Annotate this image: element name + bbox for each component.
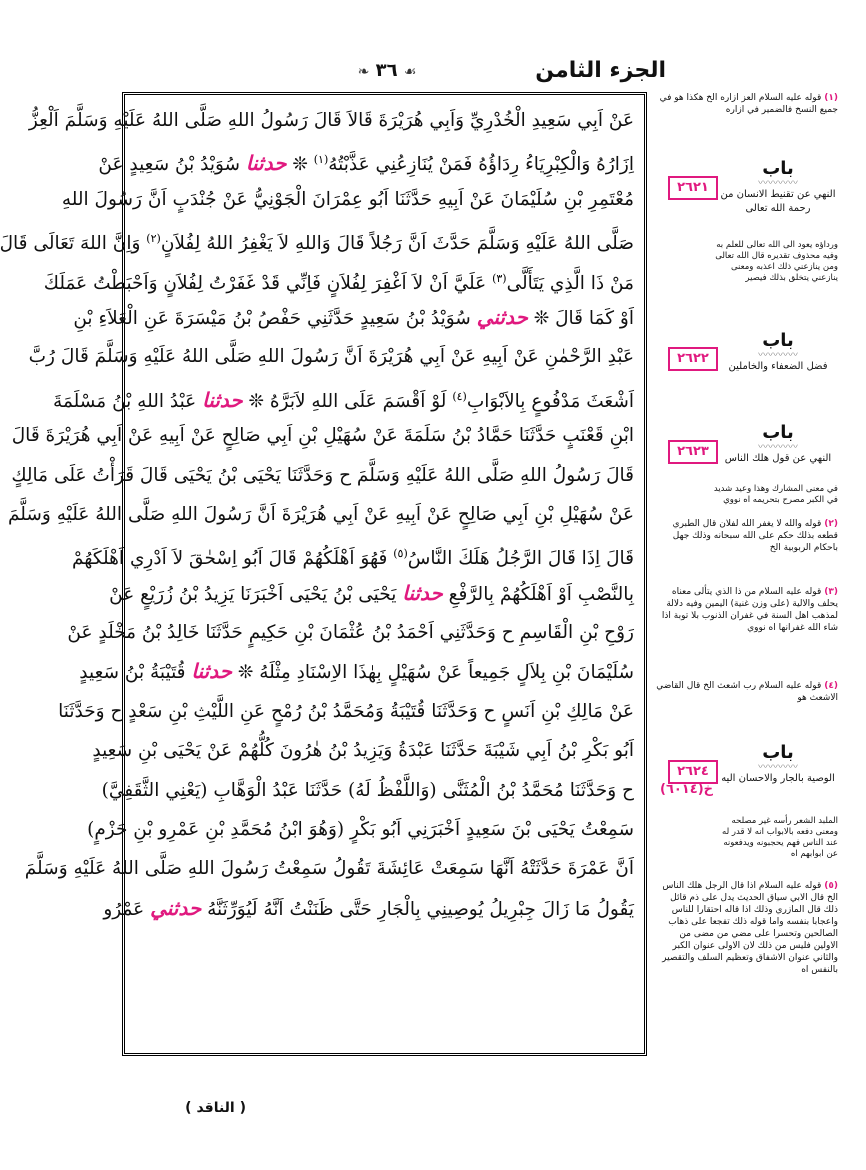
hadith-text: يَقُولُ مَا زَالَ جِبْرِيلُ يُوصِينِي بِالْجَارِ حَتَّى ظَنَنْتُ اَنَّهُ لَيُوَرِّثَنَّهُ [201,898,634,920]
hadith-text: قَالَ رَسُولُ اللهِ صَلَّى اللهُ عَلَيْهِ وَسَلَّمَ ح وَحَدَّثَنَا يَحْيَى بْنُ يَحْيَى قَالَ قَرَأْتُ عَلَى مَالِكٍ [11,464,634,486]
text-line [101,771,634,810]
hadith-text: ❊ [286,154,314,176]
chapter-number: ٢٦٢٤ [668,760,718,784]
hadith-text: عَمْرُو [103,898,151,920]
chapter-heading: باب 〰〰〰〰 النهي عن تقنيط الانسان من رحمة الله تعالى [718,158,838,216]
text-line [28,101,634,140]
chapter-number: ٢٦٢٢ [668,347,718,371]
text-line [73,298,634,337]
text-line [79,652,634,691]
hadith-text: قُتَيْبَةُ بْنُ سَعِيدٍ [79,662,192,684]
page-number [332,60,442,81]
hadith-text: فَهُوَ اَهْلَكُهُمْ قَالَ اَبُو اِسْحٰقَ لاَ اَدْرِي اَهْلَكَهُمْ [71,548,394,570]
hadith-text: عَنْ مَالِكِ بْنِ اَنَسٍ ح وَحَدَّثَنَا قُتَيْبَةُ وَمُحَمَّدُ بْنُ رُمْحٍ عَنِ اللَّيْثِ بْنِ سَعْدٍ ح وَحَدَّثَنَا [58,700,634,722]
hadith-text: عَنْ اَبِي سَعِيدِ الْخُدْرِيِّ وَاَبِي هُرَيْرَةَ قَالاَ قَالَ رَسُولُ اللهِ صَلَّى اللهُ عَلَيْهِ وَسَلَّمَ اَلْعِزُّ [28,110,634,131]
text-line [28,337,634,376]
footnote-ref: (٣) [492,271,507,285]
wave-ornament-icon: 〰〰〰〰 [758,762,798,773]
text-line [24,849,634,888]
text-line [7,495,634,534]
chapter-number: ٢٦٢١ [668,176,718,200]
footnote-2: (٢)قوله والله لا يغفر الله لفلان قال الطبري قطعه بذلك حكم على الله سبحانه وذلك جهل باحكام الربوبية الخ [672,519,838,553]
hadith-text: عَبْدُ اللهِ بْنُ مَسْلَمَةَ [53,390,203,412]
chapter-note: في معنى المشارك وهذا وعيد شديد في الكبر مصرح بتحريمه اه نووي [713,484,838,505]
text-line [109,574,634,613]
footnote-ref: (١) [313,153,329,167]
ornament-icon: ❧ [357,64,370,80]
text-line [43,259,634,298]
wave-ornament-icon: 〰〰〰〰 [758,350,798,361]
hadith-text: عَلَيَّ اَنْ لاَ اَغْفِرَ لِفُلاَنٍ فَاِنِّي قَدْ غَفَرْتُ لِفُلاَنٍ وَاَحْبَطْتُ عَمَلَكَ [43,272,493,294]
wave-ornament-icon: 〰〰〰〰 [758,442,798,453]
chapter-heading: باب 〰〰〰〰 فضل الضعفاء والخاملين [718,330,838,374]
footnote-1: (١)قوله عليه السلام العز ازاره الخ هكذا هو في جميع النسخ فالضمير في ازاره [659,93,838,115]
chapter-note: الملبد الشعر رأسه غير مصلحه ومعنى دفعه بالابواب انه لا قدر له عند الناس فهم يحجبونه ويدفعونه عن ابوابهم اه [722,816,838,859]
text-line [0,219,634,258]
footer-label: ( الناقد ) [185,1100,246,1116]
hadith-text: اِزَارُهُ وَالْكِبْرِيَاءُ رِدَاؤُهُ فَمَنْ يُنَازِعُنِي عَذَّبْتُهُ [328,154,634,176]
part-title: الجزء الثامن [535,58,666,83]
footnote-ref: (٤) [452,389,467,403]
main-text-frame [0,92,647,1056]
hadith-text: ابْنِ قَعْنَبٍ حَدَّثَنَا حَمَّادُ بْنُ سَلَمَةَ عَنْ سُهَيْلِ بْنِ اَبِي صَالِحٍ عَنْ اَبِيهِ عَنْ اَبِي هُرَيْرَةَ قَالَ [11,425,634,447]
text-line [11,416,634,455]
chapter-note: ورداؤه يعود الى الله تعالى للعلم به وفيه محذوف تقديره قال الله تعالى ومن ينازعني ذلك اعذبه ومعنى ينازعني يتخلق بذلك فيصير [715,240,838,283]
text-line [98,140,634,179]
hadith-text: رَوْحِ بْنِ الْقَاسِمِ ح وَحَدَّثَنِي اَحْمَدُ بْنُ عُثْمَانَ بْنِ حَكِيمٍ حَدَّثَنَا خَالِدُ بْنُ مَخْلَدٍ عَنْ [67,622,634,644]
narration-marker: حدثنا [202,387,243,412]
hadith-text: سُوَيْدُ بْنُ سَعِيدٍ حَدَّثَنِي حَفْصُ بْنُ مَيْسَرَةَ عَنِ الْعَلاَءِ بْنِ [73,307,477,329]
narration-marker: حدثنا [245,151,287,176]
text-line [92,731,634,770]
hadith-text: بِالنَّصْبِ اَوْ اَهْلَكُهُمْ بِالرَّفْعِ [442,583,634,605]
hadith-text: سَمِعْتُ يَحْيَى بْنَ سَعِيدٍ اَخْبَرَنِي اَبُو بَكْرٍ (وَهُوَ ابْنُ مُحَمَّدِ بْنِ عَمْرِو بْنِ حَزْمٍ) [87,819,634,841]
text-line [53,377,634,416]
hadith-text: وَاِنَّ اللهَ تَعَالَى قَالَ [0,233,147,255]
hadith-text: سُوَيْدُ بْنُ سَعِيدٍ عَنْ [98,154,246,176]
footnote-3: (٣)قوله عليه السلام من ذا الذي يتألى معناه يحلف والالية (على وزن غنية) اليمين وفيه دلالة لمذهب اهل السنة في غفران الذنوب بلا توبة اذا شاء الله غفرانها اه نووي [661,587,838,633]
hadith-text: مَنْ ذَا الَّذِي يَتَأَلَّى [506,272,634,294]
footnote-ref: (٥) [393,547,408,561]
text-line [61,180,634,219]
text-line [103,889,634,928]
text-line [87,810,634,849]
footnote-5: (٥)قوله عليه السلام اذا قال الرجل هلك الناس الخ قال الابي سياق الحديث يدل على ذم قائل ذلك قال المازري وذلك اذا قاله احتقارا للناس واعجابا بنفسه واما قوله ذلك تفجعا على ذهاب الصالحين وتحسرا على مضي من مضى من الاولين فليس من ذلك لان الاولى عنوان الكبر والثاني عنوان الاشفاق وتعظيم السلف والتقصير بالنفس اه [662,881,838,975]
cross-reference: خ(٦٠١٤) [659,782,713,797]
hadith-text: عَبْدِ الرَّحْمٰنِ عَنْ اَبِيهِ عَنْ اَبِي هُرَيْرَةَ اَنَّ رَسُولَ اللهِ صَلَّى اللهُ عَلَيْهِ وَسَلَّمَ قَالَ رُبَّ [28,346,634,368]
chapter-heading: باب 〰〰〰〰 الوصية بالجار والاحسان اليه [718,742,838,786]
narration-marker: حدثني [150,895,202,920]
hadith-text: صَلَّى اللهُ عَلَيْهِ وَسَلَّمَ حَدَّثَ اَنَّ رَجُلاً قَالَ وَاللهِ لاَ يَغْفِرُ اللهُ لِفُلاَنٍ [160,233,634,255]
hadith-text: اَبُو بَكْرِ بْنُ اَبِي شَيْبَةَ حَدَّثَنَا عَبْدَةُ وَيَزِيدُ بْنُ هٰرُونَ كُلُّهُمْ عَنْ يَحْيَى بْنِ سَعِيدٍ [92,740,634,762]
wave-ornament-icon: 〰〰〰〰 [758,178,798,189]
page-number-value: ٣٦ [375,60,398,81]
hadith-text: اَوْ كَمَا قَالَ ❊ [527,307,634,329]
narration-marker: حدثنا [402,580,443,605]
footnote-4: (٤)قوله عليه السلام رب اشعث الخ قال القاضي الاشعث هو [656,681,838,703]
side-notes [648,92,838,1056]
chapter-number: ٢٦٢٣ [668,440,718,464]
narration-marker: حدثني [476,304,528,329]
hadith-text: قَالَ اِذَا قَالَ الرَّجُلُ هَلَكَ النَّاسُ [407,548,634,570]
text-line [58,692,634,731]
hadith-text: عَنْ سُهَيْلِ بْنِ اَبِي صَالِحٍ عَنْ اَبِيهِ عَنْ اَبِي هُرَيْرَةَ اَنَّ رَسُولَ اللهِ صَلَّى اللهُ عَلَيْهِ وَسَلَّمَ [7,503,634,525]
hadith-text: ح وَحَدَّثَنَا مُحَمَّدُ بْنُ الْمُثَنَّى (وَاللَّفْظُ لَهُ) حَدَّثَنَا عَبْدُ الْوَهَّابِ (يَعْنِي الثَّقَفِيَّ) [101,779,634,801]
text-line [67,613,634,652]
hadith-text: اَشْعَثَ مَدْفُوعٍ بِالاَبْوَابِ [466,390,634,412]
hadith-text: مُعْتَمِرِ بْنِ سُلَيْمَانَ عَنْ اَبِيهِ حَدَّثَنَا اَبُو عِمْرَانَ الْجَوْنِيُّ عَنْ جُنْدَبٍ اَنَّ رَسُولَ اللهِ [61,188,634,210]
text-line [71,534,634,573]
text-line [11,456,634,495]
hadith-text: سُلَيْمَانَ بْنِ بِلاَلٍ جَمِيعاً عَنْ سُهَيْلٍ بِهٰذَا الاِسْنَادِ مِثْلَهُ ❊ [231,662,634,684]
narration-marker: حدثنا [191,659,232,684]
footnote-ref: (٢) [146,232,161,246]
hadith-text: اَنَّ عَمْرَةَ حَدَّثَتْهُ اَنَّهَا سَمِعَتْ عَائِشَةَ تَقُولُ سَمِعْتُ رَسُولَ اللهِ صَلَّى اللهُ عَلَيْهِ وَسَلَّمَ [24,858,634,880]
chapter-heading: باب 〰〰〰〰 النهي عن قول هلك الناس [718,422,838,466]
hadith-text: يَحْيَى بْنُ يَحْيَى اَخْبَرَنَا يَزِيدُ بْنُ زُرَيْعٍ عَنْ [109,583,403,605]
ornament-icon: ☙ [403,64,417,80]
hadith-text: لَوْ اَقْسَمَ عَلَى اللهِ لاَبَرَّهُ ❊ [242,390,453,412]
